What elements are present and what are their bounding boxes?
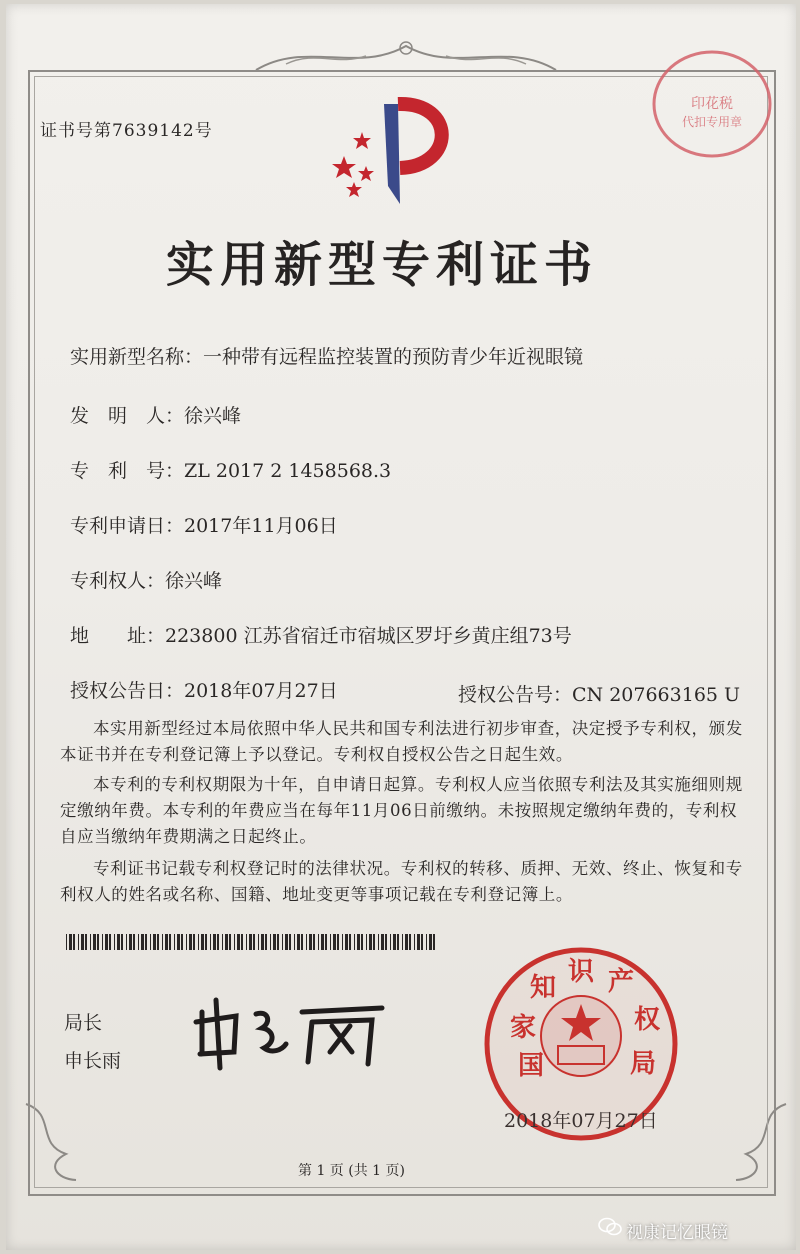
certificate-sheet — [6, 4, 796, 1250]
svg-text:识: 识 — [568, 957, 595, 987]
inventor: 发 明 人：徐兴峰 — [70, 405, 242, 427]
body-paragraph-1: 本实用新型经过本局依照中华人民共和国专利法进行初步审查，决定授予专利权，颁发本证书并在专利登记簿上予以登记。专利权自授权公告之日起生效。 — [60, 719, 743, 764]
certificate-number: 证书号第7639142号 — [40, 121, 213, 141]
svg-text:权: 权 — [634, 1005, 661, 1035]
page-number: 第 1 页 (共 1 页) — [298, 1163, 405, 1179]
seal-date: 2018年07月27日 — [504, 1110, 658, 1132]
body-paragraph-2: 本专利的专利权期限为十年，自申请日起算。专利权人应当依照专利法及其实施细则规定缴纳年费。本专利的年费应当在每年11月06日前缴纳。未按照规定缴纳年费的，专利权自应当缴纳年费期满之日起终止。 — [60, 775, 743, 846]
director-title: 局长 — [64, 1012, 103, 1034]
body-paragraph-3: 专利证书记载专利权登记时的法律状况。专利权的转移、质押、无效、终止、恢复和专利权人的姓名或名称、国籍、地址变更等事项记载在专利登记簿上。 — [60, 859, 743, 904]
svg-text:局: 局 — [630, 1049, 657, 1079]
patent-number: 专 利 号：ZL 2017 2 1458568.3 — [70, 460, 392, 482]
patent-office-logo — [326, 96, 466, 216]
patentee: 专利权人：徐兴峰 — [70, 570, 223, 592]
wechat-icon — [598, 1217, 622, 1237]
address: 地 址：223800 江苏省宿迁市宿城区罗圩乡黄庄组73号 — [70, 625, 572, 647]
svg-text:家: 家 — [510, 1013, 537, 1043]
svg-text:国: 国 — [518, 1051, 545, 1081]
utility-model-name: 实用新型名称：一种带有远程监控装置的预防青少年近视眼镜 — [70, 346, 584, 368]
filing-date: 专利申请日：2017年11月06日 — [70, 515, 338, 537]
grant-date: 授权公告日：2018年07月27日 — [70, 680, 338, 702]
director-name: 申长雨 — [64, 1050, 122, 1072]
barcode — [66, 934, 438, 950]
grant-publication-number: 授权公告号：CN 207663165 U — [458, 684, 741, 706]
director-signature — [182, 992, 402, 1072]
tax-stamp — [646, 44, 776, 164]
watermark-text: 视康记忆眼镜 — [626, 1223, 728, 1243]
svg-text:印花税: 印花税 — [691, 96, 733, 112]
svg-text:代扣专用章: 代扣专用章 — [681, 115, 743, 129]
certificate-title: 实用新型专利证书 — [166, 237, 599, 293]
svg-text:产: 产 — [608, 967, 635, 997]
svg-text:知: 知 — [530, 973, 557, 1003]
